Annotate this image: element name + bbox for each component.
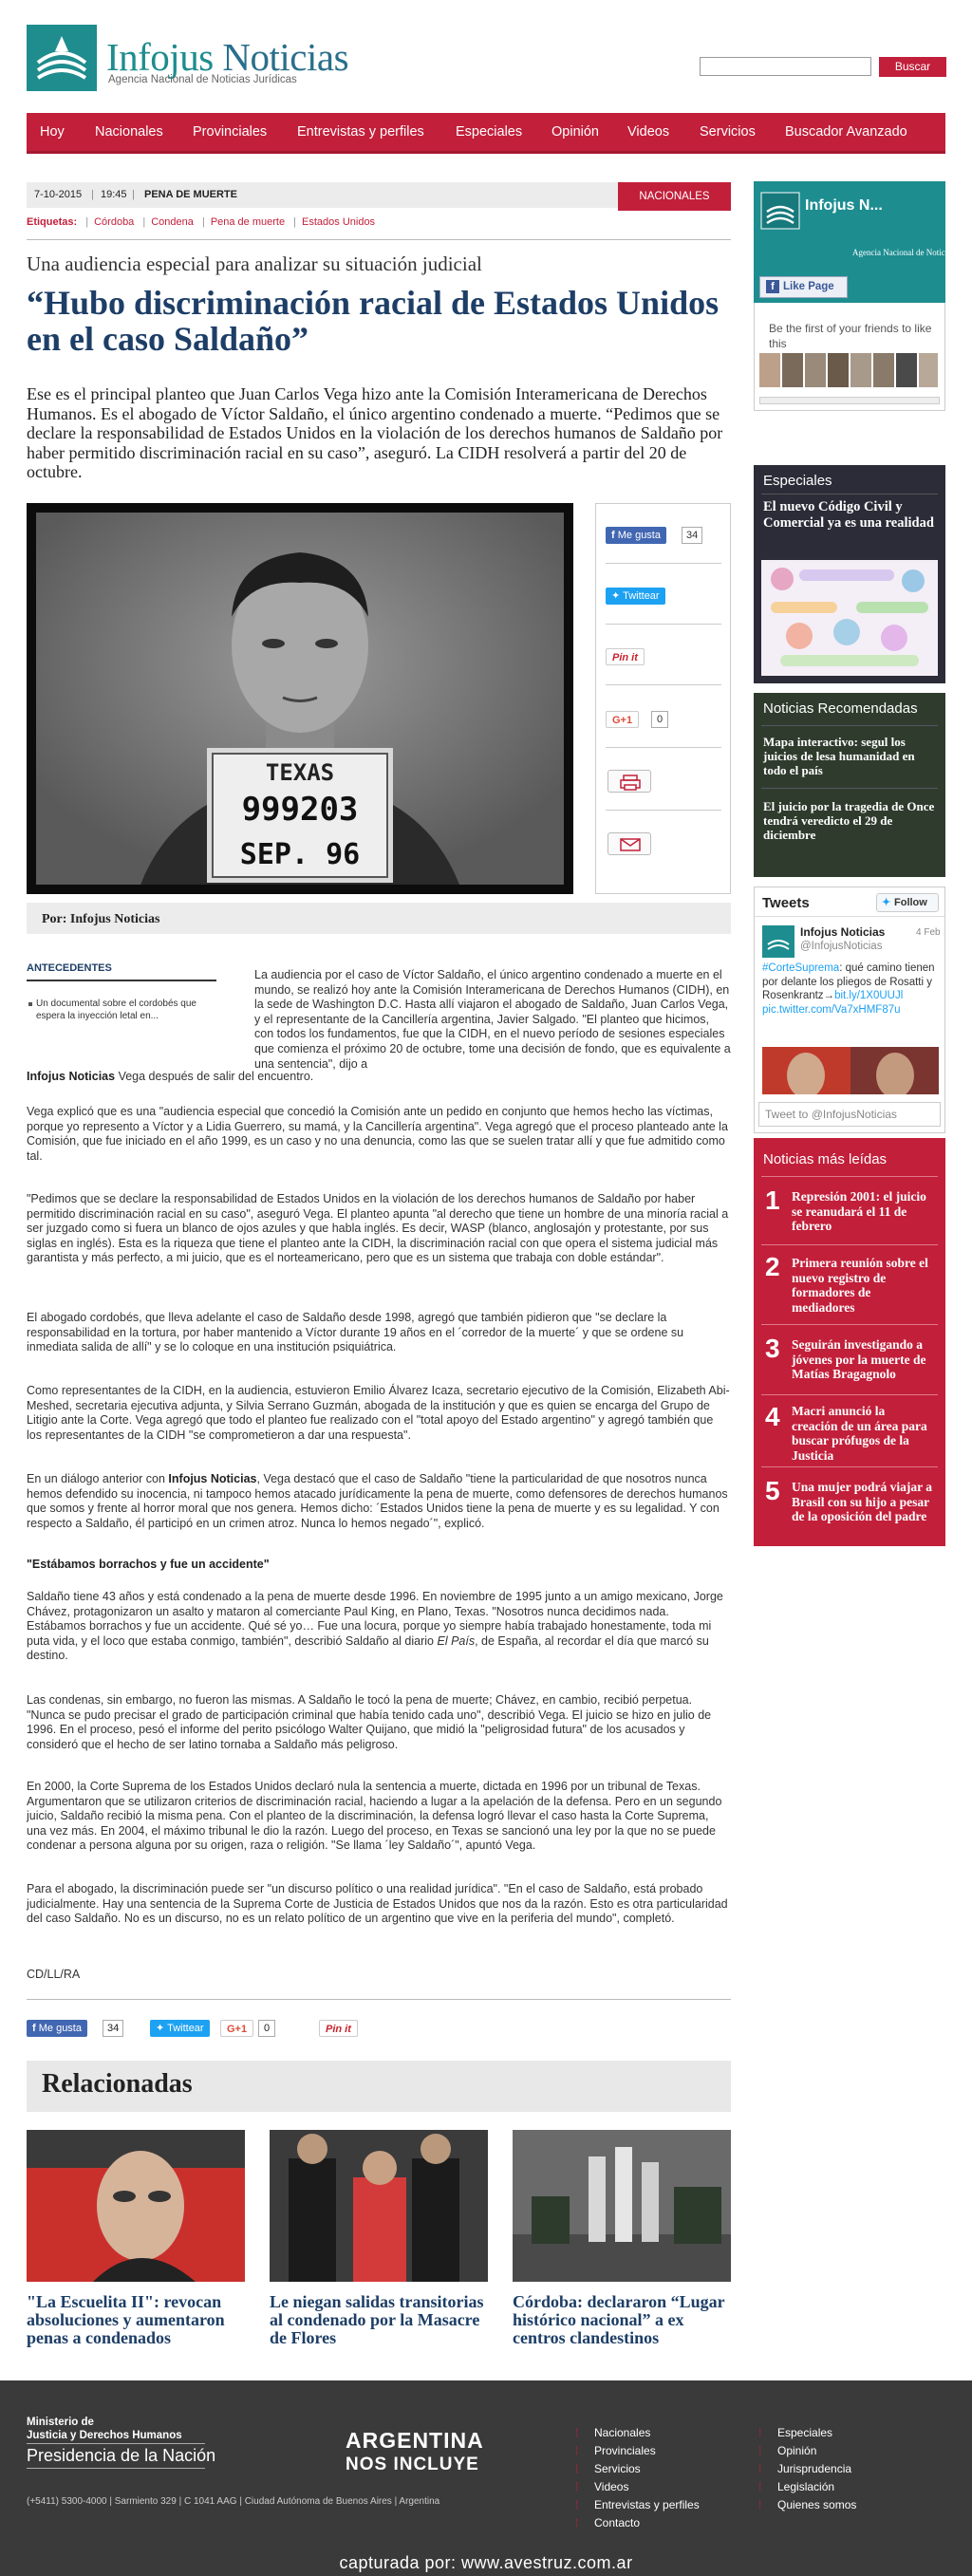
- tweet-compose-input[interactable]: Tweet to @InfojusNoticias: [758, 1102, 941, 1127]
- nav-entrevistas[interactable]: Entrevistas y perfiles: [297, 124, 424, 140]
- facebook-like-button-bottom[interactable]: [27, 2020, 87, 2037]
- twitter-icon: ✦: [156, 2023, 168, 2034]
- section-badge[interactable]: NACIONALES: [618, 182, 731, 211]
- footer-link-especiales[interactable]: Especiales: [777, 2426, 833, 2439]
- facebook-like-page-button[interactable]: [759, 276, 848, 298]
- brand-tagline: Agencia Nacional de Noticias Jurídicas: [108, 74, 297, 85]
- google-plus-count: 0: [258, 2020, 275, 2037]
- nav-servicios[interactable]: Servicios: [700, 124, 756, 140]
- share-panel: [595, 503, 731, 894]
- footer: [0, 2380, 972, 2576]
- related-title-1[interactable]: "La Escuelita II": revocan absoluciones y aumentaron penas a condenados: [27, 2292, 225, 2347]
- capture-watermark: capturada por: www.avestruz.com.ar: [339, 2553, 633, 2572]
- footer-link-jurisprudencia[interactable]: Jurisprudencia: [777, 2462, 852, 2475]
- rank-number: 1: [765, 1185, 780, 1215]
- article-title: “Hubo discriminación racial de Estados Unidos en el caso Saldaño”: [27, 284, 720, 358]
- divider: [761, 1394, 938, 1395]
- twitter-icon: ✦: [611, 590, 624, 602]
- footer-link-legislacion[interactable]: Legislación: [777, 2480, 835, 2493]
- bullet-icon: ⁞: [758, 2444, 762, 2457]
- footer-link-servicios[interactable]: Servicios: [594, 2462, 641, 2475]
- meta-separator: |: [91, 189, 94, 200]
- brand-infojus: Infojus: [106, 35, 214, 79]
- body-text: La audiencia por el caso de Víctor Saldaño, el único argentino condenado a muerte en el mundo, se realizó hoy ante la Comisión Interamericana de Derechos Humanos (CIDH), en la sede de Washington D.C. Hasta allí viajaron el abogado de Saldaño, Juan Carlos Vega, y el representante de la Cancillería argentina, Javier Salgado. "El planteo que hicimos, con todos los fundamentos, fue que la CIDH, en el nuevo período de sesiones especiales que comienza el próximo 20 de octubre, tome una decisión de fondo, que es equivalente a una sentencia", dijo a: [254, 968, 731, 1071]
- rank-number: 3: [765, 1334, 780, 1363]
- footer-link-provinciales[interactable]: Provinciales: [594, 2444, 656, 2457]
- google-plus-count: 0: [651, 711, 668, 728]
- tag-cordoba[interactable]: Córdoba: [94, 216, 135, 228]
- body-paragraph-1-end: [27, 1070, 731, 1085]
- nav-nacionales[interactable]: Nacionales: [95, 124, 163, 140]
- divider: [606, 747, 721, 748]
- footer-link-contacto[interactable]: Contacto: [594, 2516, 641, 2529]
- divider: [27, 239, 731, 240]
- follow-label: Follow: [894, 897, 927, 908]
- print-icon: [608, 771, 652, 793]
- nav-especiales[interactable]: Especiales: [456, 124, 523, 140]
- footer-link-nacionales[interactable]: Nacionales: [594, 2426, 651, 2439]
- article-kicker: Una audiencia especial para analizar su situación judicial: [27, 252, 482, 275]
- nav-provinciales[interactable]: Provinciales: [193, 124, 268, 140]
- body-bold: Infojus Noticias: [168, 1472, 257, 1485]
- email-icon: [608, 833, 652, 856]
- body-paragraph-10: Para el abogado, la discriminación puede ser "un discurso político o una realidad jurídica". "En el caso de Saldaño, está probado judicialmente. Hay una sentencia de la Suprema Corte de Justicia de Estados Unidos que nos da la razón. Esto es otra particularidad del caso Saldaño. No es un discurso, no es un relato político de un argentino que vive en la periferia del mundo", completó.: [27, 1882, 728, 1926]
- body-text: En un diálogo anterior con: [27, 1472, 165, 1485]
- twitter-heading: Tweets: [762, 895, 810, 911]
- ministry-line-3: Presidencia de la Nación: [27, 2446, 216, 2465]
- related-title: Relacionadas: [42, 2069, 193, 2099]
- google-plus-button[interactable]: G+1: [606, 711, 639, 728]
- tag-estados-unidos[interactable]: Estados Unidos: [302, 216, 376, 228]
- bullet-icon: ⁞: [575, 2516, 579, 2529]
- mas-leida-item-5[interactable]: Una mujer podrá viajar a Brasil con su hijo a pesar de la oposición del padre: [792, 1480, 932, 1523]
- facebook-like-count: 34: [103, 2020, 123, 2037]
- tweet-label: Twittear: [623, 590, 660, 602]
- bullet-icon: ⁞: [758, 2426, 762, 2439]
- fb-like-label: Me gusta: [617, 530, 661, 541]
- bullet-icon: ⁞: [758, 2462, 762, 2475]
- divider: [606, 810, 721, 811]
- ministry-line-2: Justicia y Derechos Humanos: [27, 2430, 182, 2441]
- related-title-3[interactable]: Córdoba: declararon “Lugar histórico nacional” a ex centros clandestinos: [513, 2292, 725, 2347]
- email-button[interactable]: [608, 832, 651, 855]
- article-photo: [27, 503, 573, 894]
- nav-videos[interactable]: Videos: [627, 124, 670, 140]
- body-text: , de España, al recordar el día que marcó su destino.: [27, 1633, 709, 1663]
- bullet-icon: ⁞: [575, 2480, 579, 2493]
- tweet-image[interactable]: [762, 1047, 939, 1094]
- google-plus-button-bottom[interactable]: G+1: [220, 2020, 253, 2037]
- article-byline: [27, 903, 731, 934]
- tags-label: Etiquetas:: [27, 216, 78, 228]
- body-bold: Infojus Noticias: [27, 1070, 116, 1083]
- footer-link-opinion[interactable]: Opinión: [777, 2444, 817, 2457]
- antecedentes-link[interactable]: Un documental sobre el cordobés que espera la inyección letal en...: [36, 999, 216, 1022]
- twitter-follow-button[interactable]: [876, 893, 939, 912]
- article-lead: Ese es el principal planteo que Juan Carlos Vega hizo ante la Comisión Interamericana de Derechos Humanos. Es el abogado de Víctor Saldaño, el único argentino condenado a muerte. “Pedimos que se declare la responsabilidad de Estados Unidos en la violación de los derechos humanos de Saldaño por haber permitido discriminación racial en su caso”, aseguró. La CIDH resolverá a partir del 20 de octubre.: [27, 384, 723, 481]
- article-time: 19:45: [101, 189, 127, 200]
- body-paragraph-5: Como representantes de la CIDH, en la audiencia, estuvieron Emilio Álvarez Icaza, secretario ejecutivo de la Comisión, Elizabeth Abi-Meshed, secretaria ejecutiva adjunta, y Silvia Serrano Guzmán, abogada de la institución y que es quien se encarga del Grupo de Litigio ante la Corte. Vega agregó que todo el planteo fue realizado con el "total apoyo del Estado argentino" y agregó también que los representantes de la CIDH "se comprometieron a dar una respuesta".: [27, 1384, 730, 1442]
- divider: [606, 624, 721, 625]
- tweet-link[interactable]: bit.ly/1X0UUJl: [834, 990, 904, 1001]
- tag-condena[interactable]: Condena: [151, 216, 194, 228]
- article-signature: CD/LL/RA: [27, 1968, 81, 1981]
- tweet-pic-link[interactable]: pic.twitter.com/Va7xHMF87u: [762, 1003, 901, 1016]
- pinterest-button-bottom[interactable]: Pin it: [319, 2020, 358, 2037]
- tweet-text: : qué camino tienen por delante los pliegos de Rosatti y Rosenkrantz→: [762, 962, 935, 1001]
- nav-opinion[interactable]: Opinión: [551, 124, 599, 140]
- nav-hoy[interactable]: Hoy: [40, 124, 65, 140]
- divider: [27, 2443, 205, 2444]
- related-image-2[interactable]: [270, 2130, 488, 2282]
- divider: [606, 563, 721, 564]
- divider: [27, 2468, 205, 2469]
- footer-address: (+5411) 5300-4000 | Sarmiento 329 | C 1041 AAG | Ciudad Autónoma de Buenos Aires | Argentina: [27, 2496, 440, 2507]
- fb-page-subtitle: Agencia Nacional de Noticias: [852, 248, 945, 257]
- slogan-line-1: ARGENTINA: [346, 2428, 484, 2453]
- divider: [761, 1466, 938, 1467]
- mas-leida-item-1[interactable]: Represión 2001: el juicio se reanudará el 11 de febrero: [792, 1189, 926, 1233]
- especiales-image[interactable]: [761, 560, 938, 676]
- tag-pena-de-muerte[interactable]: Pena de muerte: [210, 216, 286, 228]
- article-date: 7-10-2015: [34, 189, 83, 200]
- facebook-like-count: 34: [682, 527, 702, 544]
- bullet-icon: ⁞: [575, 2498, 579, 2511]
- rank-number: 5: [765, 1476, 780, 1505]
- body-paragraph-9: En 2000, la Corte Suprema de los Estados Unidos declaró nula la sentencia a muerte, dictada en 1996 por un tribunal de Texas. Argumentaron que se utilizaron criterios de discriminación racial, haciendo a lugar a la apelación de la defensa. Pero en un segundo juicio, Saldaño recibió la misma pena. Con el planteo de la discriminación, la defensa logró llevar el caso hasta la Corte Suprema, una vez más. En 2004, el máximo tribunal le dio la razón. Luego del proceso, en Texas se sancionó una ley por la que no se puede condenar a persona alguna por su origen, raza o religión. "Se llama ´ley Saldaño´", apuntó Vega.: [27, 1780, 722, 1853]
- brand-noticias: Noticias: [222, 35, 349, 79]
- divider: [761, 1244, 938, 1245]
- divider: [755, 916, 944, 917]
- tweet-hashtag[interactable]: #CorteSuprema: [762, 962, 840, 974]
- divider: [27, 980, 216, 981]
- facebook-like-button[interactable]: [606, 527, 666, 544]
- divider: [761, 1324, 938, 1325]
- body-paragraph-7: [27, 1590, 731, 1664]
- search-input[interactable]: [700, 57, 871, 76]
- recomendada-item-2[interactable]: El juicio por la tragedia de Once tendrá veredicto el 29 de diciembre: [763, 799, 935, 842]
- recomendada-item-1[interactable]: Mapa interactivo: segul los juicios de lesa humanidad en todo el país: [763, 735, 915, 777]
- tags-row: Etiquetas: | Córdoba | Condena | Pena de muerte | Estados Unidos: [27, 216, 376, 228]
- twitter-widget: [754, 887, 945, 1133]
- facebook-icon: f: [32, 2023, 39, 2034]
- fb-like-label: Me gusta: [38, 2023, 82, 2034]
- related-image-3[interactable]: [513, 2130, 731, 2282]
- account-avatar[interactable]: [762, 925, 794, 958]
- divider: [761, 494, 938, 495]
- search-button[interactable]: Buscar: [879, 57, 946, 77]
- nav-buscador-avanzado[interactable]: Buscador Avanzado: [785, 124, 907, 140]
- placard-date: SEP. 96: [239, 838, 361, 871]
- body-paragraph-4: El abogado cordobés, que lleva adelante el caso de Saldaño desde 1998, agregó que también pidieron que "se declare la responsabilidad en la tortura, por haber mantenido a Víctor durante 19 años en el ´corredor de la muerte´ y que se ordene su inmediata salida de allí" y se lo coloque en una institución psiquiátrica.: [27, 1311, 684, 1354]
- tweet-button-bottom[interactable]: [150, 2020, 210, 2037]
- tweet-account-name[interactable]: Infojus Noticias: [800, 925, 886, 939]
- tweet-body: [762, 961, 939, 1017]
- body-paragraph-2: Vega explicó que es una "audiencia especial que concedió la Comisión ante un pedido en conjunto que hemos hecho las víctimas, porque yo represento a Víctor y a Lidia Guerrero, su mamá, y la Cancillería argentina". Vega agregó que el proceso planteado ante la Comisión, que fue iniciado en el año 1999, es un caso y no una denuncia, como las que se suelen tratar allí y que fue admitido como tal.: [27, 1105, 728, 1163]
- main-nav: [27, 113, 945, 154]
- placard-number: 999203: [241, 791, 359, 829]
- body-paragraph-3: "Pedimos que se declare la responsabilidad de Estados Unidos en la violación de los derechos humanos de Saldaño por haber permitido discriminación racial en su caso", aseguró Vega. El planteo apunta "al derecho que tiene un hombre de una minoría racial a ser juzgado como si fuera un blanco de ojos azules y que habla inglés. Es decir, WASP (blanco, anglosajón y protestante, por sus siglas en inglés). Esta es la riqueza que tiene el planteo ante la CIDH, la discriminación racial con que opera el sistema judicial más garantista y más perfecto, a mi juicio, que es el norteamericano, pero que es un sistema que trabaja con doble estándar".: [27, 1192, 729, 1265]
- mas-leida-item-2[interactable]: Primera reunión sobre el nuevo registro de formadores de mediadores: [792, 1256, 928, 1315]
- twitter-icon: ✦: [882, 897, 891, 908]
- body-paragraph-6: [27, 1472, 731, 1531]
- body-subheading: "Estábamos borrachos y fue un accidente": [27, 1558, 270, 1571]
- divider: [761, 1176, 938, 1177]
- tweet-button[interactable]: [606, 588, 665, 605]
- divider: [27, 1999, 731, 2000]
- fb-page-name: Infojus N...: [805, 197, 883, 214]
- divider: [761, 788, 938, 789]
- recomendadas-panel: [754, 693, 945, 877]
- ministry-line-1: Ministerio de: [27, 2417, 94, 2428]
- slogan-line-2: NOS INCLUYE: [346, 2455, 479, 2474]
- bullet-icon: ⁞: [575, 2426, 579, 2439]
- article-topic[interactable]: PENA DE MUERTE: [144, 189, 237, 200]
- bullet-icon: ⁞: [575, 2462, 579, 2475]
- bullet-icon: ⁞: [758, 2480, 762, 2493]
- tweet-date[interactable]: 4 Feb: [916, 927, 941, 938]
- especiales-panel: [754, 465, 945, 683]
- body-text: Vega después de salir del encuentro.: [118, 1070, 314, 1083]
- facebook-icon: f: [766, 280, 779, 293]
- bullet-icon: ⁞: [575, 2444, 579, 2457]
- footer-link-videos[interactable]: Videos: [594, 2480, 629, 2493]
- pinterest-button[interactable]: Pin it: [606, 648, 645, 665]
- recomendadas-heading: Noticias Recomendadas: [763, 700, 918, 717]
- body-text: Saldaño tiene 43 años y está condenado a la pena de muerte desde 1996. En noviembre de 1995 junto a un amigo mexicano, Jorge Chávez, protagonizaron un asalto y mataron al comerciante Paul King, en Plano, Texas. "Nosotros nunca decidimos nada. Estábamos borrachos y fue un accidente. Qué sé yo… Fue una locura, porque yo siempre había trabajado honestamente, toda mi puta vida, y el loco que estaba conmigo, también", describió Saldaño al diario: [27, 1590, 723, 1648]
- especiales-title[interactable]: El nuevo Código Civil y Comercial ya es una realidad: [763, 499, 934, 531]
- rank-number: 2: [765, 1252, 780, 1281]
- facebook-icon: f: [611, 530, 618, 541]
- bullet-icon: ⁞: [758, 2498, 762, 2511]
- divider: [606, 684, 721, 685]
- footer-link-entrevistas[interactable]: Entrevistas y perfiles: [594, 2498, 700, 2511]
- brand-name[interactable]: [106, 34, 348, 80]
- byline-text: Por: Infojus Noticias: [42, 912, 160, 926]
- facebook-friend-avatars: [759, 353, 938, 387]
- facebook-friends-text: Be the first of your friends to like this: [769, 322, 932, 350]
- especiales-heading: Especiales: [763, 473, 832, 489]
- antecedentes-heading: ANTECEDENTES: [27, 962, 112, 974]
- footer-link-quienes-somos[interactable]: Quienes somos: [777, 2498, 857, 2511]
- body-paragraph-1a: [254, 968, 731, 1072]
- meta-separator: |: [132, 189, 135, 200]
- related-image-1[interactable]: [27, 2130, 245, 2282]
- tweet-label: Twittear: [167, 2023, 204, 2034]
- body-paragraph-8: Las condenas, sin embargo, no fueron las mismas. A Saldaño le tocó la pena de muerte; Chávez, en cambio, recibió perpetua. "Nunca se pudo precisar el grado de participación criminal que había tenido cada uno", describió Vega. El juicio se hizo en julio de 1996. En el proceso, pesó el informe del perito psicólogo Walter Quijano, que midió la "peligrosidad futura" de los acusados y consideró que el hecho de ser latino tornaba a Saldaño más peligroso.: [27, 1693, 712, 1751]
- infojus-logo-icon[interactable]: [27, 25, 97, 91]
- related-title-2[interactable]: Le niegan salidas transitorias al condenado por la Masacre de Flores: [270, 2292, 484, 2347]
- mas-leida-item-4[interactable]: Macri anunció la creación de un área para buscar prófugos de la Justicia: [792, 1404, 927, 1463]
- print-button[interactable]: [608, 770, 651, 793]
- placard-state: TEXAS: [265, 759, 335, 786]
- body-italic: El País: [437, 1633, 476, 1648]
- facebook-widget-scrollbar[interactable]: [759, 397, 940, 404]
- mas-leidas-panel: [754, 1138, 945, 1546]
- mas-leida-item-3[interactable]: Seguirán investigando a jóvenes por la muerte de Matías Bragagnolo: [792, 1337, 926, 1381]
- divider: [761, 725, 938, 726]
- mas-leidas-heading: Noticias más leídas: [763, 1151, 888, 1167]
- rank-number: 4: [765, 1402, 780, 1431]
- body-text: , Vega destacó que el caso de Saldaño "tiene la particularidad de que nosotros nunca hemos defendido su inocencia, ni tampoco hemos atacado jurídicamente la pena de muerte, como defensores de derechos humanos que somos y frente al horror moral que nos genera. Hemos dicho: ´Estados Unidos tiene la pena de muerte y es su legalidad. Y con respecto a Saldaño, él participó en un crimen atroz. Nunca lo hemos negado´", explicó.: [27, 1472, 728, 1530]
- like-page-label: Like Page: [783, 281, 834, 292]
- tweet-handle: @InfojusNoticias: [800, 941, 883, 952]
